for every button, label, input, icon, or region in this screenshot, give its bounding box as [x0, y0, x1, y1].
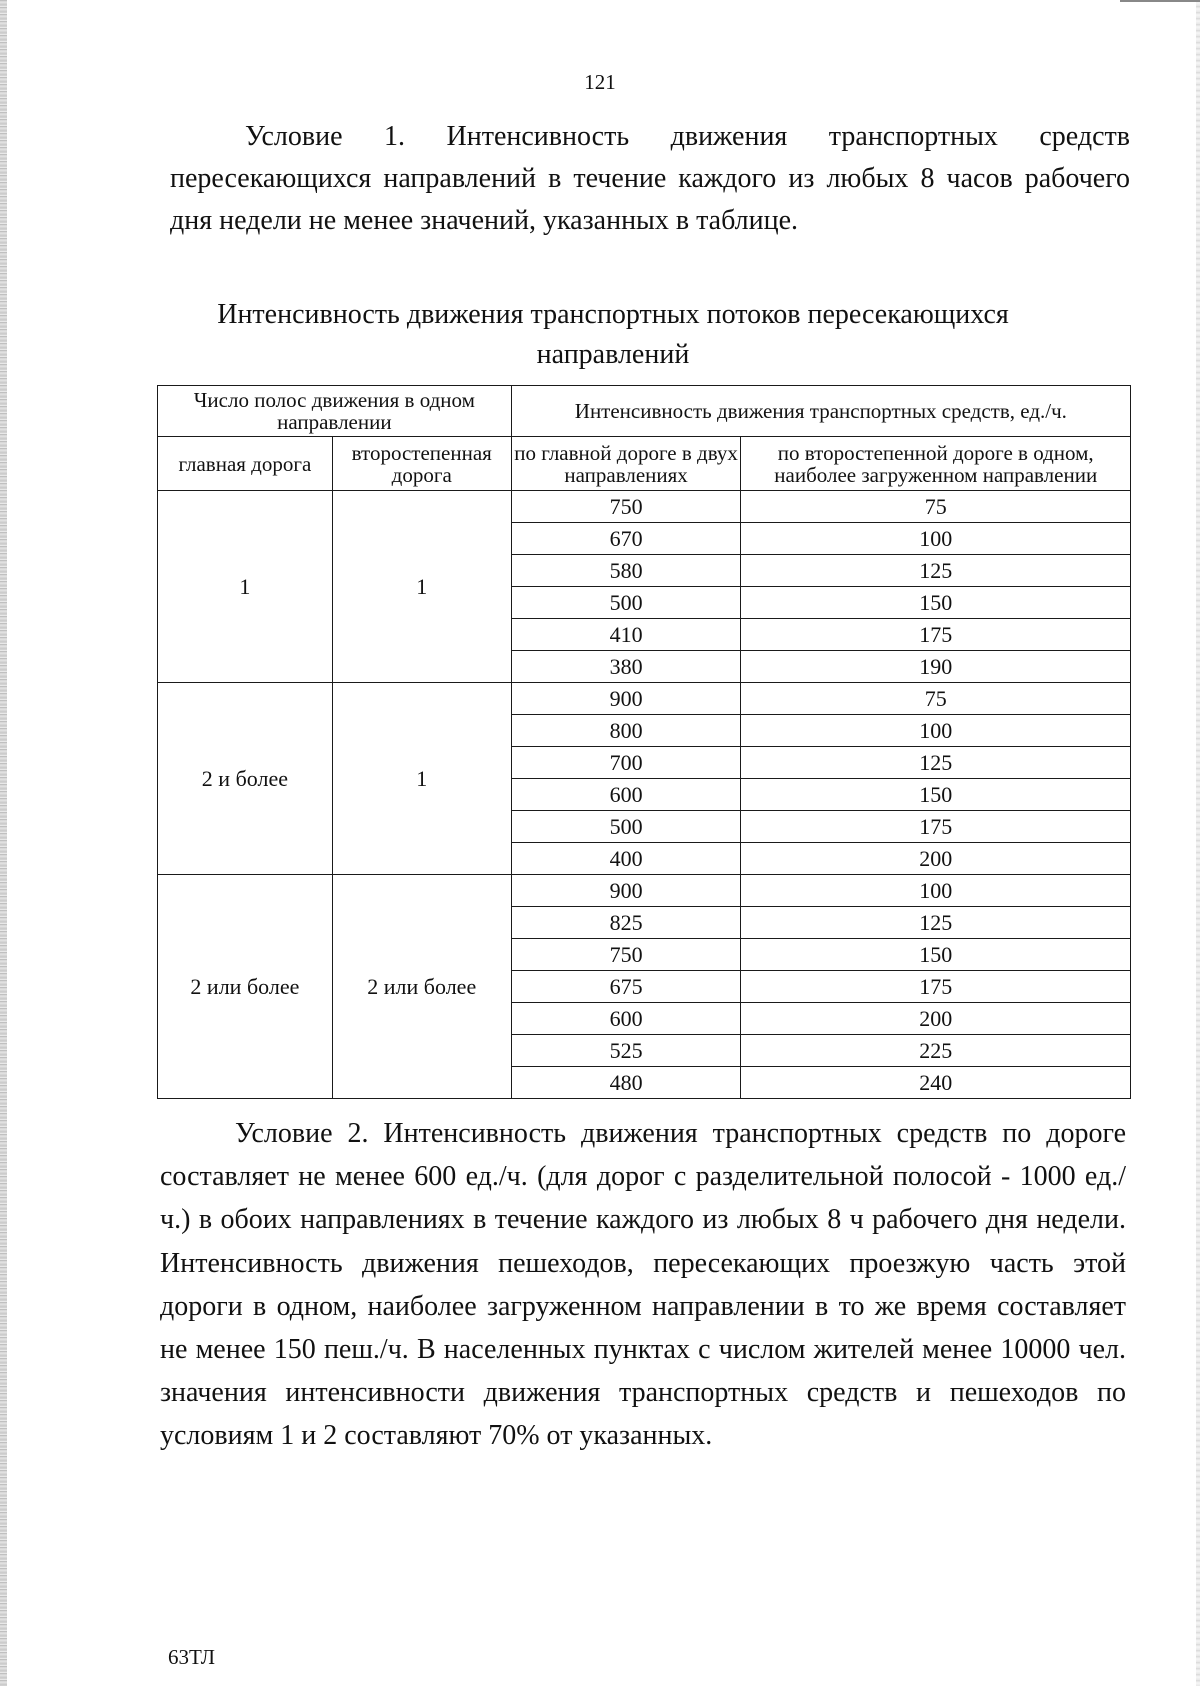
header-intensity: Интенсивность движения транспортных средств, ед./ч. [511, 386, 1130, 437]
table-row [158, 875, 1131, 907]
main-intensity-cell: 900 [511, 683, 741, 715]
group-secondary-lanes: 1 [332, 683, 511, 875]
group-secondary-lanes: 1 [332, 491, 511, 683]
secondary-intensity-cell: 75 [741, 683, 1131, 715]
group-main-lanes: 2 или более [158, 875, 333, 1099]
secondary-intensity-cell: 150 [741, 587, 1131, 619]
secondary-intensity-cell: 150 [741, 779, 1131, 811]
condition-2-paragraph: Условие 2. Интенсивность движения транспортных средств по дороге составляет не менее 600 ед./ч. (для дорог с разделительной полосой - 1000 ед./ч.) в обоих направлениях в течение каждого из любых 8 ч рабочего дня недели. Интенсивность движения пешеходов, пересекающих проезжую часть этой дороги в одном, наиболее загруженном направлении в то же время составляет не менее 150 пеш./ч. В населенных пунктах с числом жителей менее 10000 чел. значения интенсивности движения транспортных средств и пешеходов по условиям 1 и 2 составляют 70% от указанных. [160, 1118, 1126, 1452]
secondary-intensity-cell: 125 [741, 747, 1131, 779]
scan-top-line [1120, 0, 1200, 2]
secondary-intensity-cell: 100 [741, 523, 1131, 555]
secondary-intensity-cell: 125 [741, 555, 1131, 587]
group-main-lanes: 2 и более [158, 683, 333, 875]
secondary-intensity-cell: 100 [741, 875, 1131, 907]
secondary-intensity-cell: 190 [741, 651, 1131, 683]
header-secondary-intensity: по второстепенной дороге в одном, наиболее загруженном направлении [741, 437, 1131, 491]
table-caption: Интенсивность движения транспортных потоков пересекающихся направлений [217, 299, 1009, 370]
main-intensity-cell: 825 [511, 907, 741, 939]
secondary-intensity-cell: 75 [741, 491, 1131, 523]
header-main-road: главная дорога [158, 437, 333, 491]
table-row [158, 683, 1131, 715]
secondary-intensity-cell: 125 [741, 907, 1131, 939]
main-intensity-cell: 410 [511, 619, 741, 651]
main-intensity-cell: 500 [511, 811, 741, 843]
group-secondary-lanes: 2 или более [332, 875, 511, 1099]
scan-edge-right [1196, 0, 1200, 1686]
header-lanes: Число полос движения в одном направлении [158, 386, 512, 437]
footer-code: 63ТЛ [168, 1645, 216, 1669]
secondary-intensity-cell: 100 [741, 715, 1131, 747]
header-secondary-road: второстепенная дорога [332, 437, 511, 491]
main-intensity-cell: 525 [511, 1035, 741, 1067]
main-intensity-cell: 480 [511, 1067, 741, 1099]
scan-edge-left [0, 0, 7, 1686]
main-intensity-cell: 750 [511, 491, 741, 523]
main-intensity-cell: 670 [511, 523, 741, 555]
secondary-intensity-cell: 175 [741, 811, 1131, 843]
main-intensity-cell: 800 [511, 715, 741, 747]
main-intensity-cell: 600 [511, 1003, 741, 1035]
condition-1-paragraph: Условие 1. Интенсивность движения транспортных средств пересекающихся направлений в течение каждого из любых 8 часов рабочего дня недели не менее значений, указанных в таблице. [170, 121, 1130, 236]
secondary-intensity-cell: 240 [741, 1067, 1131, 1099]
table-row [158, 491, 1131, 523]
main-intensity-cell: 380 [511, 651, 741, 683]
main-intensity-cell: 500 [511, 587, 741, 619]
secondary-intensity-cell: 150 [741, 939, 1131, 971]
intensity-table [157, 385, 1131, 1099]
main-intensity-cell: 580 [511, 555, 741, 587]
secondary-intensity-cell: 175 [741, 971, 1131, 1003]
main-intensity-cell: 700 [511, 747, 741, 779]
main-intensity-cell: 750 [511, 939, 741, 971]
secondary-intensity-cell: 200 [741, 843, 1131, 875]
main-intensity-cell: 900 [511, 875, 741, 907]
page-number: 121 [584, 70, 616, 94]
secondary-intensity-cell: 200 [741, 1003, 1131, 1035]
main-intensity-cell: 400 [511, 843, 741, 875]
secondary-intensity-cell: 175 [741, 619, 1131, 651]
main-intensity-cell: 600 [511, 779, 741, 811]
main-intensity-cell: 675 [511, 971, 741, 1003]
secondary-intensity-cell: 225 [741, 1035, 1131, 1067]
group-main-lanes: 1 [158, 491, 333, 683]
header-main-intensity: по главной дороге в двух направлениях [511, 437, 741, 491]
